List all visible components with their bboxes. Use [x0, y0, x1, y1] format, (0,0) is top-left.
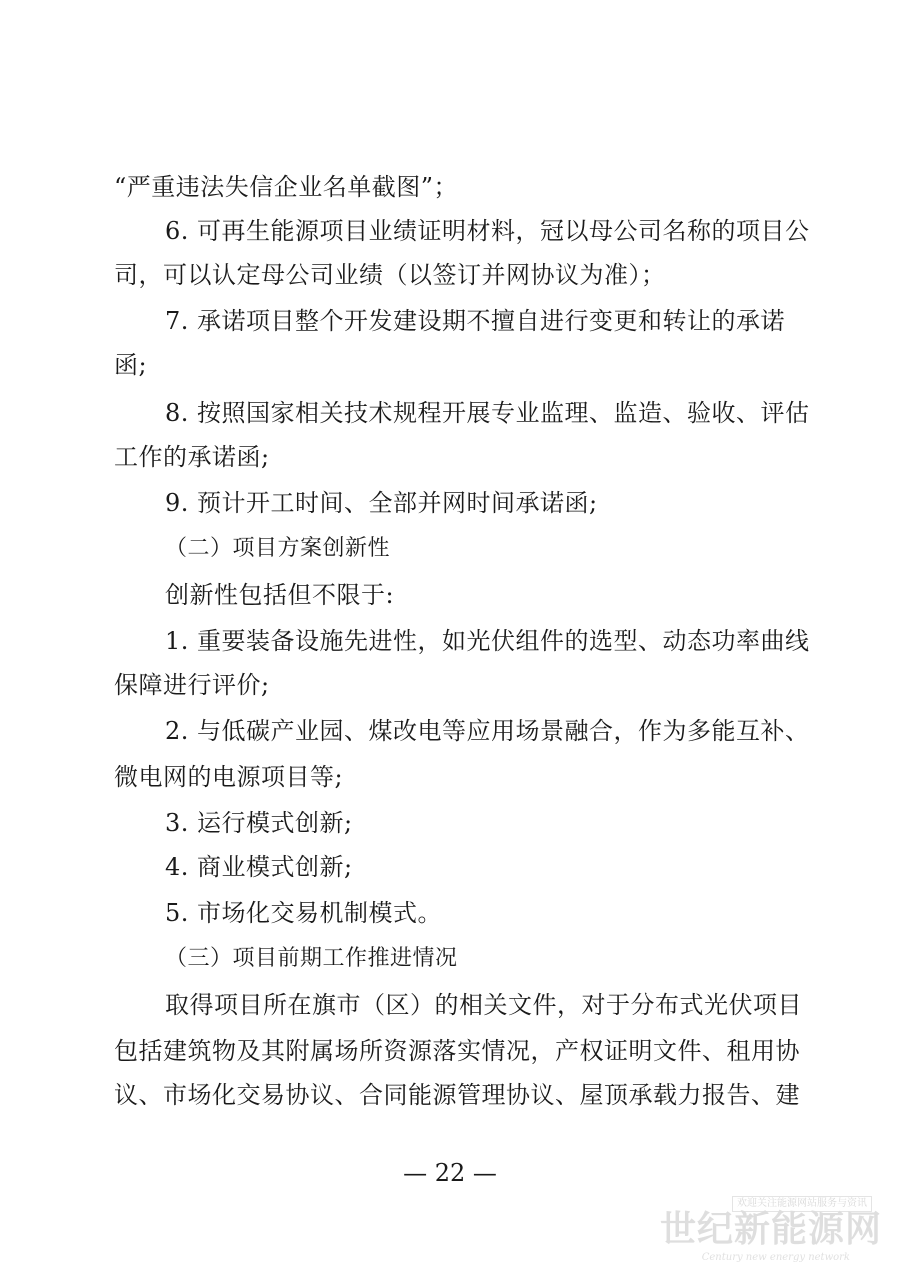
text-line: 2. 与低碳产业园、煤改电等应用场景融合，作为多能互补、 [165, 717, 810, 745]
text-line: “严重违法失信企业名单截图”； [114, 173, 459, 201]
text-line: 3. 运行模式创新; [165, 809, 353, 837]
watermark-tagline: 欢迎关注能源网站服务与资讯 [732, 1196, 872, 1212]
text-line: 4. 商业模式创新; [165, 853, 353, 881]
text-line: 8. 按照国家相关技术规程开展专业监理、监造、验收、评估 [165, 399, 810, 427]
text-line: 7. 承诺项目整个开发建设期不擅自进行变更和转让的承诺 [165, 307, 786, 335]
text-line: 9. 预计开工时间、全部并网时间承诺函; [165, 489, 598, 517]
text-line: 保障进行评价; [114, 671, 270, 699]
text-line: 微电网的电源项目等; [114, 763, 344, 791]
watermark-brand: 世纪新能源网 [659, 1209, 882, 1250]
text-line: 6. 可再生能源项目业绩证明材料，冠以母公司名称的项目公 [165, 217, 810, 245]
text-line: 创新性包括但不限于: [165, 581, 395, 609]
watermark-english: Century new energy network [701, 1252, 850, 1263]
text-line: 包括建筑物及其附属场所资源落实情况，产权证明文件、租用协 [114, 1037, 800, 1065]
watermark-logo [659, 1196, 890, 1268]
text-line: 函; [114, 351, 148, 379]
text-line: 1. 重要装备设施先进性，如光伏组件的选型、动态功率曲线 [165, 627, 810, 655]
text-line: 司，可以认定母公司业绩（以签订并网协议为准）； [114, 261, 666, 289]
section-heading: （二）项目方案创新性 [165, 536, 391, 561]
section-heading: （三）项目前期工作推进情况 [165, 946, 458, 971]
page-number: — 22 — [403, 1159, 497, 1187]
text-line: 取得项目所在旗市（区）的相关文件，对于分布式光伏项目 [165, 991, 802, 1019]
text-line: 5. 市场化交易机制模式。 [165, 899, 443, 927]
text-line: 议、市场化交易协议、合同能源管理协议、屋顶承载力报告、建 [114, 1081, 800, 1109]
text-line: 工作的承诺函; [114, 443, 270, 471]
